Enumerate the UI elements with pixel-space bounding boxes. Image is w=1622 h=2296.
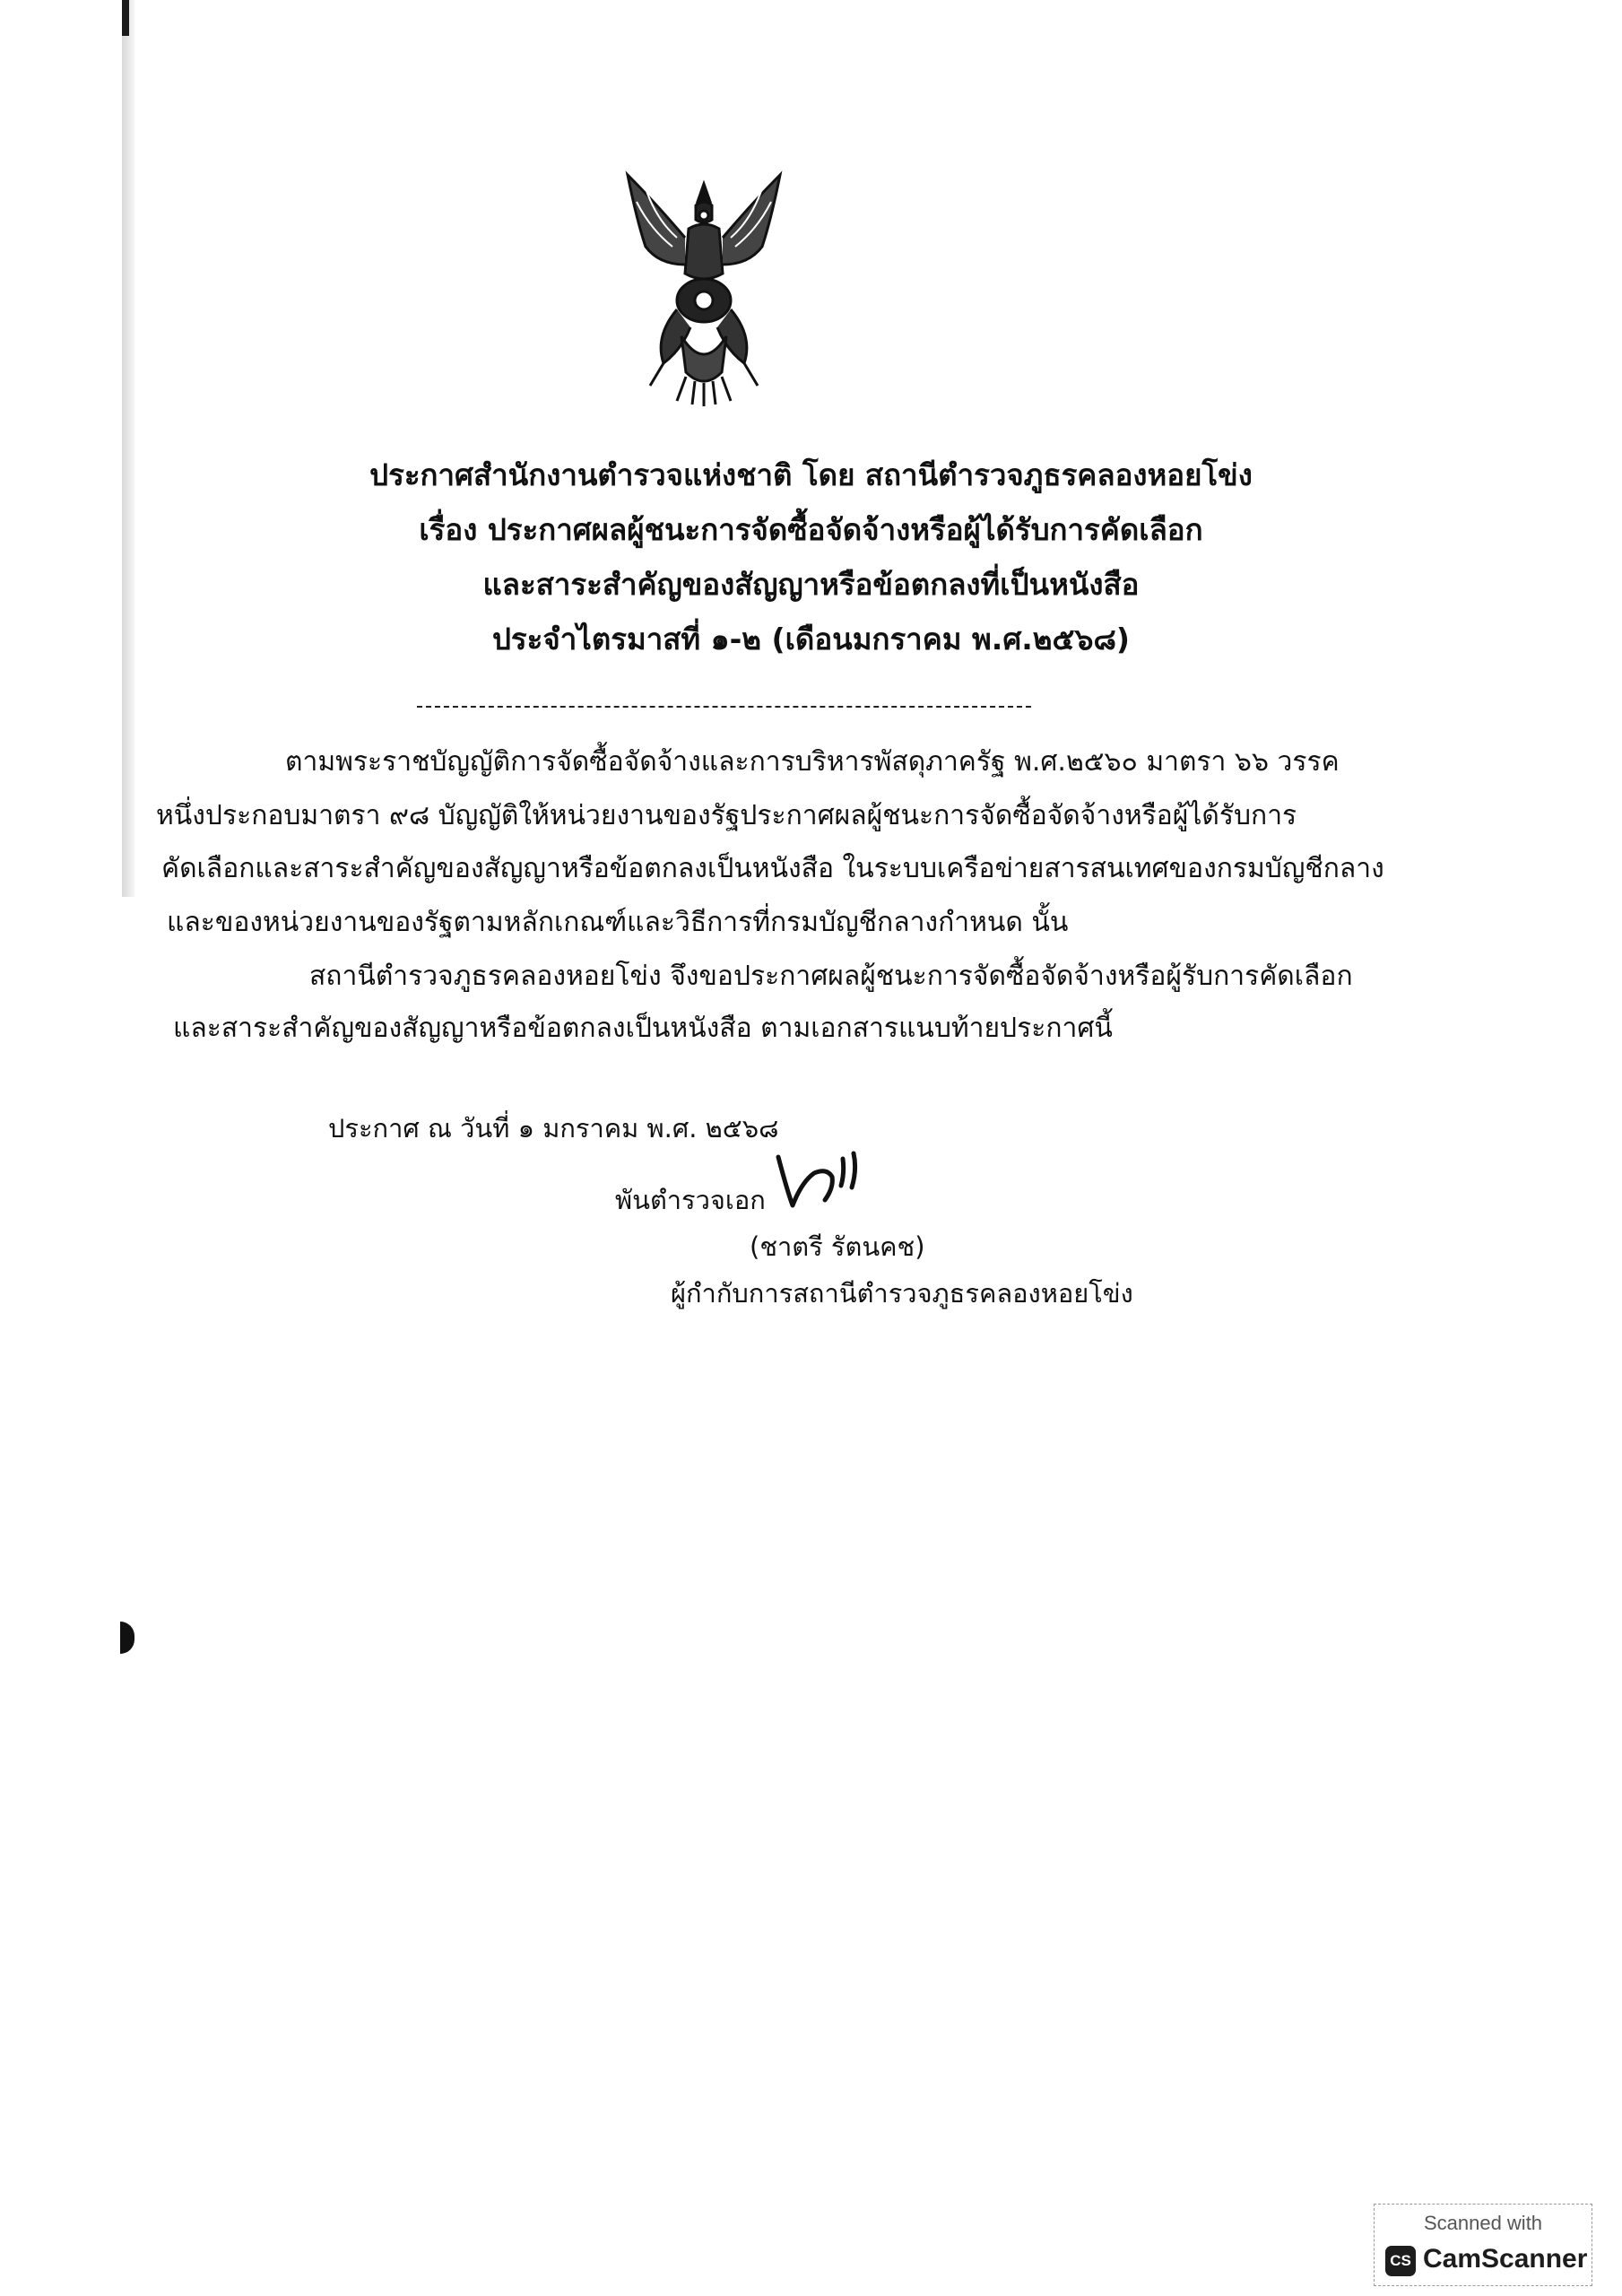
announcement-date: ประกาศ ณ วันที่ ๑ มกราคม พ.ศ. ๒๕๖๘ bbox=[328, 1113, 779, 1144]
body-paragraph-1-line-3: คัดเลือกและสาระสำคัญของสัญญาหรือข้อตกลงเป็นหนังสือ ในระบบเครือข่ายสารสนเทศของกรมบัญชีกลาง bbox=[161, 853, 1384, 884]
signer-rank: พันตำรวจเอก bbox=[615, 1185, 766, 1215]
body-paragraph-1-line-1: ตามพระราชบัญญัติการจัดซื้อจัดจ้างและการบริหารพัสดุภาครัฐ พ.ศ.๒๕๖๐ มาตรา ๖๖ วรรค bbox=[285, 746, 1340, 778]
heading-subject-continued: และสาระสำคัญของสัญญาหรือข้อตกลงที่เป็นหนังสือ bbox=[482, 567, 1140, 602]
heading-quarter: ประจำไตรมาสที่ ๑-๒ (เดือนมกราคม พ.ศ.๒๕๖๘) bbox=[491, 622, 1131, 657]
signer-position: ผู้กำกับการสถานีตำรวจภูธรคลองหอยโข่ง bbox=[671, 1278, 1133, 1309]
watermark-brand: CamScanner bbox=[1423, 2244, 1588, 2274]
body-paragraph-1-line-4: และของหน่วยงานของรัฐตามหลักเกณฑ์และวิธีการที่กรมบัญชีกลางกำหนด นั้น bbox=[167, 907, 1069, 938]
punch-hole-mark bbox=[120, 1622, 134, 1654]
watermark-caption: Scanned with bbox=[1423, 2212, 1543, 2234]
body-paragraph-2-line-1: สถานีตำรวจภูธรคลองหอยโข่ง จึงขอประกาศผลผู้ชนะการจัดซื้อจัดจ้างหรือผู้รับการคัดเลือก bbox=[309, 961, 1353, 992]
body-paragraph-1-line-2: หนึ่งประกอบมาตรา ๙๘ บัญญัติให้หน่วยงานของรัฐประกาศผลผู้ชนะการจัดซื้อจัดจ้างหรือผู้ได้รับการ bbox=[156, 800, 1297, 831]
garuda-emblem-icon bbox=[610, 166, 798, 408]
scanner-watermark bbox=[1374, 2204, 1592, 2286]
signer-name: (ชาตรี รัตนคช) bbox=[750, 1231, 925, 1262]
scan-edge-shadow bbox=[122, 0, 134, 897]
handwritten-signature bbox=[771, 1146, 870, 1218]
heading-subject: เรื่อง ประกาศผลผู้ชนะการจัดซื้อจัดจ้างหรือผู้ได้รับการคัดเลือก bbox=[419, 512, 1203, 547]
heading-issuer: ประกาศสำนักงานตำรวจแห่งชาติ โดย สถานีตำรวจภูธรคลองหอยโข่ง bbox=[369, 457, 1253, 492]
heading-divider bbox=[417, 706, 1031, 708]
body-paragraph-2-line-2: และสาระสำคัญของสัญญาหรือข้อตกลงเป็นหนังสือ ตามเอกสารแนบท้ายประกาศนี้ bbox=[173, 1013, 1113, 1044]
scan-edge-mark bbox=[122, 0, 129, 36]
camscanner-logo-icon: CS bbox=[1385, 2246, 1416, 2276]
